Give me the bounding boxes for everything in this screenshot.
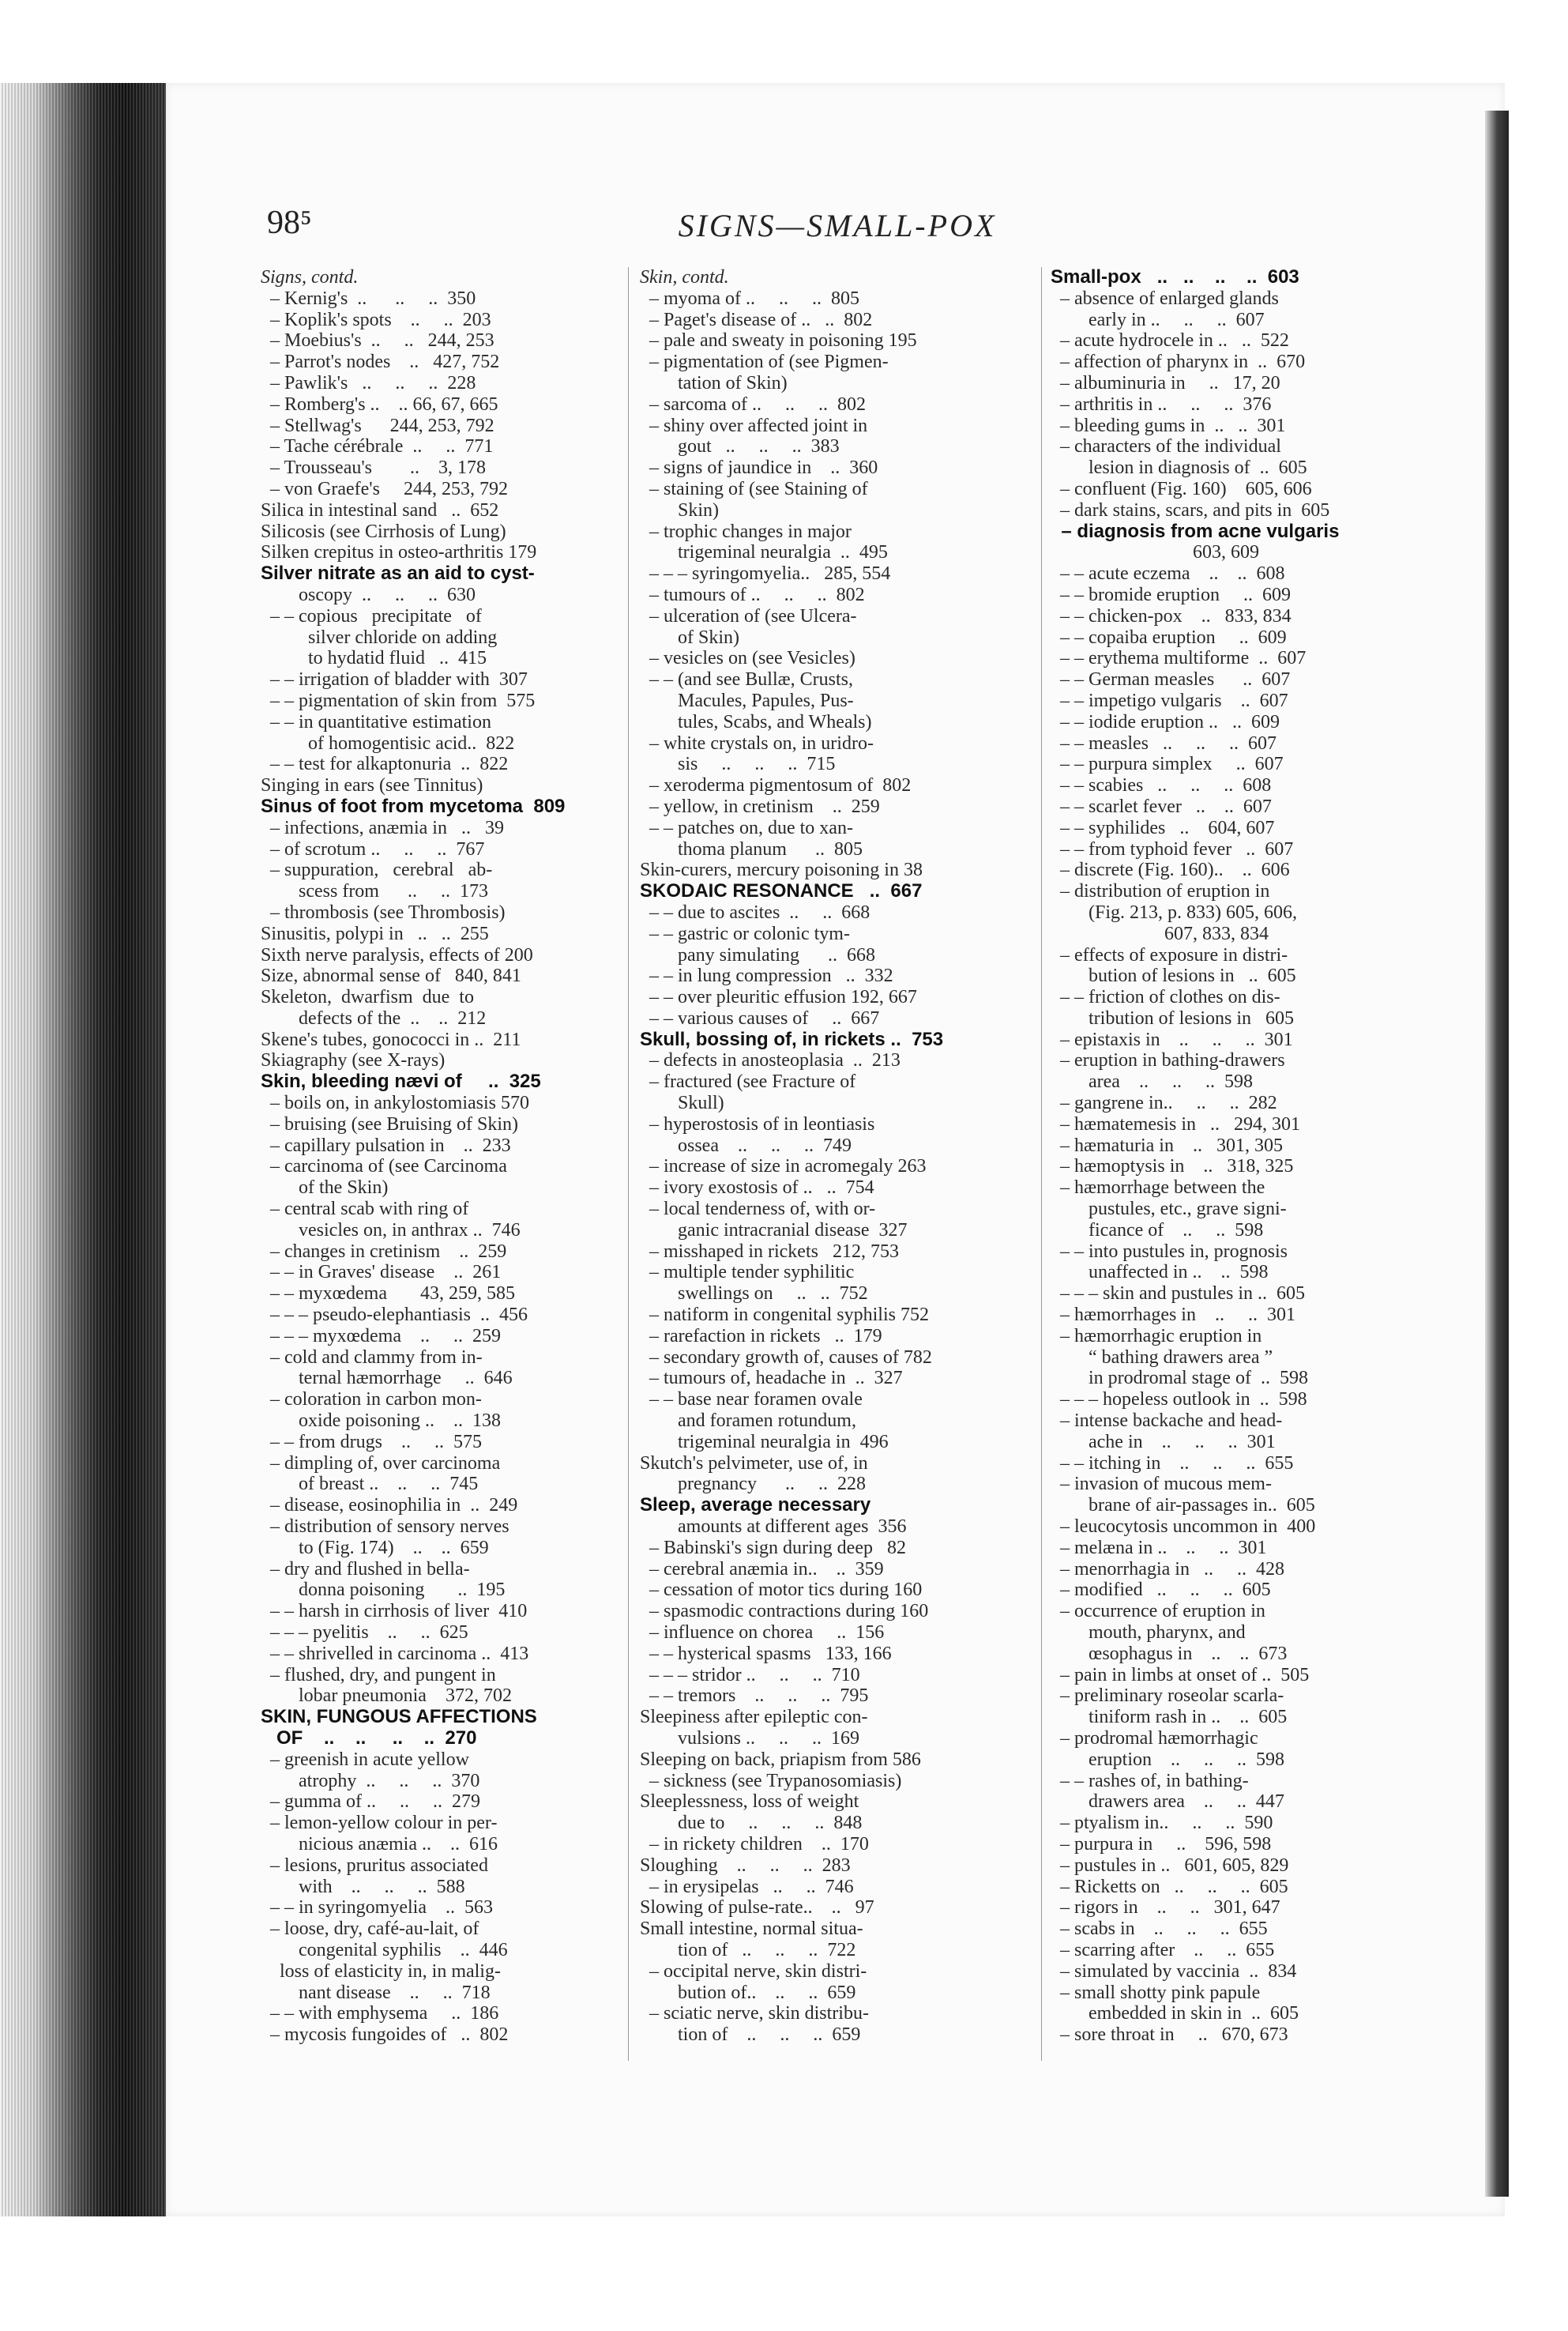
index-entry: – myoma of .. .. .. 805 [640,288,859,309]
index-entry: – – (and see Bullæ, Crusts, [640,669,853,691]
index-entry: – Babinski's sign during deep 82 [640,1537,906,1558]
index-entry: ache in .. .. .. 301 [1051,1431,1276,1452]
index-entry: tiniform rash in .. .. 605 [1051,1707,1288,1728]
index-entry: eruption .. .. .. 598 [1051,1749,1284,1770]
index-entry: – Pawlik's .. .. .. 228 [261,372,476,394]
index-entry: lesion in diagnosis of .. 605 [1051,458,1307,479]
index-entry: – white crystals on, in uridro- [640,732,874,754]
index-entry: – hæmorrhagic eruption in [1051,1325,1262,1346]
index-entry: – Stellwag's 244, 253, 792 [261,415,494,436]
index-heading: Silver nitrate as an aid to cyst- [261,563,535,585]
index-entry: Sloughing .. .. .. 283 [640,1855,851,1876]
index-entry: – defects in anosteoplasia .. 213 [640,1050,901,1071]
index-entry: scess from .. .. 173 [261,881,488,902]
index-entry: Silken crepitus in osteo-arthritis 179 [261,542,537,563]
index-entry: – sarcoma of .. .. .. 802 [640,394,866,415]
index-entry: congenital syphilis .. 446 [261,1939,508,1960]
index-entry: – ivory exostosis of .. .. 754 [640,1177,874,1199]
index-entry: – – copious precipitate of [261,605,482,627]
index-entry: – tumours of .. .. .. 802 [640,584,865,605]
index-entry: – dry and flushed in bella- [261,1558,470,1580]
index-entry: – – chicken-pox .. 833, 834 [1051,605,1292,627]
index-entry: – yellow, in cretinism .. 259 [640,796,880,817]
index-entry: – distribution of eruption in [1051,881,1270,902]
index-entry: – – in syringomyelia .. 563 [261,1897,493,1919]
index-entry: – loose, dry, café-au-lait, of [261,1919,479,1940]
index-entry: – ulceration of (see Ulcera- [640,605,857,627]
index-entry: atrophy .. .. .. 370 [261,1770,480,1791]
index-entry: Sleeplessness, loss of weight [640,1791,859,1813]
index-entry: gout .. .. .. 383 [640,436,840,458]
index-entry: – – – myxœdema .. .. 259 [261,1325,501,1346]
index-entry: Skeleton, dwarfism due to [261,987,474,1008]
index-entry: trigeminal neuralgia in 496 [640,1431,889,1452]
index-entry: – mycosis fungoides of .. 802 [261,2024,509,2046]
index-entry: – – into pustules in, prognosis [1051,1241,1288,1262]
index-entry: – leucocytosis uncommon in 400 [1051,1516,1316,1538]
index-entry: – Kernig's .. .. .. 350 [261,288,476,309]
index-entry: – – various causes of .. 667 [640,1007,880,1029]
index-entry: – – impetigo vulgaris .. 607 [1051,690,1288,711]
index-entry: – pustules in .. 601, 605, 829 [1051,1855,1289,1876]
index-entry: lobar pneumonia 372, 702 [261,1685,512,1707]
index-entry: – arthritis in .. .. .. 376 [1051,394,1272,415]
index-entry: – ptyalism in.. .. .. 590 [1051,1813,1273,1834]
index-entry: – – – hopeless outlook in .. 598 [1051,1389,1307,1410]
index-entry: – – syphilides .. 604, 607 [1051,817,1275,838]
index-entry: – sciatic nerve, skin distribu- [640,2003,869,2024]
index-entry: nant disease .. .. 718 [261,1982,491,2003]
index-entry: – small shotty pink papule [1051,1982,1261,2003]
index-entry: – pigmentation of (see Pigmen- [640,352,889,373]
index-heading: OF .. .. .. .. 270 [261,1727,477,1749]
index-entry: – – erythema multiforme .. 607 [1051,648,1307,669]
index-entry: – von Graefe's 244, 253, 792 [261,478,508,499]
index-entry: oxide poisoning .. .. 138 [261,1410,501,1432]
index-entry: – absence of enlarged glands [1051,288,1279,309]
index-entry: ganic intracranial disease 327 [640,1219,908,1241]
index-entry: – shiny over affected joint in [640,415,868,436]
page-number: 98⁵ [267,205,312,241]
index-entry: – – – skin and pustules in .. 605 [1051,1283,1305,1305]
index-entry: – pale and sweaty in poisoning 195 [640,330,917,352]
index-entry: – Trousseau's .. 3, 178 [261,458,487,479]
index-entry: – xeroderma pigmentosum of 802 [640,775,912,796]
index-entry: – greenish in acute yellow [261,1749,469,1770]
index-entry: – staining of (see Staining of [640,478,868,499]
index-entry: – boils on, in ankylostomiasis 570 [261,1093,530,1114]
index-entry: – – – pseudo-elephantiasis .. 456 [261,1305,528,1326]
index-entry: – hyperostosis of in leontiasis [640,1113,875,1135]
index-entry: – infections, anæmia in .. 39 [261,817,504,838]
index-entry: of breast .. .. .. 745 [261,1474,479,1495]
index-entry: vulsions .. .. .. 169 [640,1727,860,1749]
index-entry: – – hysterical spasms 133, 166 [640,1643,892,1664]
index-entry: embedded in skin in .. 605 [1051,2003,1299,2024]
index-entry: – – gastric or colonic tym- [640,923,850,944]
index-entry: tion of .. .. .. 659 [640,2024,861,2046]
index-entry: – dark stains, scars, and pits in 605 [1051,499,1330,521]
index-entry: Skull) [640,1093,724,1114]
index-entry: brane of air-passages in.. 605 [1051,1495,1315,1516]
index-entry: – – base near foramen ovale [640,1389,863,1410]
index-entry: ternal hæmorrhage .. 646 [261,1368,513,1389]
index-entry: tion of .. .. .. 722 [640,1939,856,1960]
index-entry: – – German measles .. 607 [1051,669,1291,691]
index-entry: – gangrene in.. .. .. 282 [1051,1093,1277,1114]
index-entry: – – – pyelitis .. .. 625 [261,1622,468,1643]
index-entry: – invasion of mucous mem- [1051,1474,1272,1495]
index-entry: – cerebral anæmia in.. .. 359 [640,1558,884,1580]
index-entry: – – – syringomyelia.. 285, 554 [640,563,891,585]
index-entry: area .. .. .. 598 [1051,1071,1253,1093]
index-entry: Silica in intestinal sand .. 652 [261,499,499,521]
index-entry: ficance of .. .. 598 [1051,1219,1264,1241]
index-entry: Skene's tubes, gonococci in .. 211 [261,1029,521,1050]
index-entry: Skutch's pelvimeter, use of, in [640,1452,868,1474]
index-entry: trigeminal neuralgia .. 495 [640,542,888,563]
index-entry: – Romberg's .. .. 66, 67, 665 [261,394,498,415]
continued-label: Skin, contd. [640,267,729,288]
index-entry: pregnancy .. .. 228 [640,1474,866,1495]
index-entry: – rigors in .. .. 301, 647 [1051,1897,1280,1919]
index-entry: – coloration in carbon mon- [261,1389,482,1410]
index-entry: – distribution of sensory nerves [261,1516,510,1538]
index-entry: and foramen rotundum, [640,1410,856,1432]
index-entry: Macules, Papules, Pus- [640,690,854,711]
index-entry: mouth, pharynx, and [1051,1622,1246,1643]
index-column-2 [640,267,1003,2046]
index-entry: pustules, etc., grave signi- [1051,1199,1287,1220]
index-entry: drawers area .. .. 447 [1051,1791,1284,1813]
index-entry: 607, 833, 834 [1051,923,1269,944]
index-entry: – modified .. .. .. 605 [1051,1580,1271,1601]
index-entry: – – pigmentation of skin from 575 [261,690,536,711]
index-entry: Singing in ears (see Tinnitus) [261,775,483,796]
index-entry: – hæmaturia in .. 301, 305 [1051,1135,1283,1156]
index-entry: – scarring after .. .. 655 [1051,1939,1275,1960]
index-entry: bution of.. .. .. 659 [640,1982,856,2003]
index-entry: – purpura in .. 596, 598 [1051,1833,1272,1855]
index-entry: Skiagraphy (see X-rays) [261,1050,446,1071]
index-entry: – carcinoma of (see Carcinoma [261,1156,507,1177]
index-heading: Skin, bleeding nævi of .. 325 [261,1071,541,1093]
index-entry: – intense backache and head- [1051,1410,1283,1432]
index-entry: – local tenderness of, with or- [640,1199,876,1220]
index-entry: Size, abnormal sense of 840, 841 [261,966,521,987]
index-entry: to (Fig. 174) .. .. 659 [261,1537,489,1558]
index-entry: – simulated by vaccinia .. 834 [1051,1960,1297,1982]
index-entry: donna poisoning .. 195 [261,1580,506,1601]
index-heading: – diagnosis from acne vulgaris [1051,521,1340,542]
index-entry: – tumours of, headache in .. 327 [640,1368,903,1389]
index-column-3 [1051,267,1430,2046]
index-entry: silver chloride on adding [261,627,498,648]
index-entry: – multiple tender syphilitic [640,1262,855,1283]
index-entry: – menorrhagia in .. .. 428 [1051,1558,1284,1580]
index-entry: – – myxœdema 43, 259, 585 [261,1283,515,1305]
index-entry: – capillary pulsation in .. 233 [261,1135,511,1156]
index-heading: Skull, bossing of, in rickets .. 753 [640,1029,944,1050]
index-entry: – – in quantitative estimation [261,711,491,732]
index-entry: – – purpura simplex .. 607 [1051,754,1284,775]
index-entry: – increase of size in acromegaly 263 [640,1156,927,1177]
index-entry: – epistaxis in .. .. .. 301 [1051,1029,1293,1050]
index-entry: – disease, eosinophilia in .. 249 [261,1495,518,1516]
index-entry: – eruption in bathing-drawers [1051,1050,1285,1071]
index-heading: Small-pox .. .. .. .. 603 [1051,267,1299,288]
index-entry: bution of lesions in .. 605 [1051,966,1296,987]
index-entry: – hæmorrhages in .. .. 301 [1051,1305,1295,1326]
index-entry: – – copaiba eruption .. 609 [1051,627,1287,648]
index-entry: due to .. .. .. 848 [640,1813,863,1834]
index-entry: – hæmatemesis in .. 294, 301 [1051,1113,1300,1135]
index-entry: of homogentisic acid.. 822 [261,732,515,754]
index-entry: – central scab with ring of [261,1199,469,1220]
index-entry: – albuminuria in .. 17, 20 [1051,372,1280,394]
index-entry: – – with emphysema .. 186 [261,2003,499,2024]
index-entry: Skin-curers, mercury poisoning in 38 [640,860,923,881]
running-head: SIGNS—SMALL-POX [678,208,997,243]
index-entry: – flushed, dry, and pungent in [261,1664,496,1685]
index-entry: – – test for alkaptonuria .. 822 [261,754,509,775]
index-entry: – – scabies .. .. .. 608 [1051,775,1272,796]
index-entry: to hydatid fluid .. 415 [261,648,487,669]
index-heading: Sleep, average necessary [640,1495,871,1516]
index-entry: of the Skin) [261,1177,389,1199]
index-entry: – affection of pharynx in .. 670 [1051,352,1306,373]
index-entry: with .. .. .. 588 [261,1876,465,1897]
index-entry: ossea .. .. .. 749 [640,1135,852,1156]
index-entry: – Ricketts on .. .. .. 605 [1051,1876,1288,1897]
index-entry: – pain in limbs at onset of .. 505 [1051,1664,1310,1685]
index-entry: oscopy .. .. .. 630 [261,584,476,605]
index-entry: – – rashes of, in bathing- [1051,1770,1249,1791]
index-entry: amounts at different ages 356 [640,1516,907,1538]
index-entry: – – due to ascites .. .. 668 [640,902,870,923]
continued-label: Signs, contd. [261,267,359,288]
index-entry: Sleeping on back, priapism from 586 [640,1749,921,1770]
index-entry: (Fig. 213, p. 833) 605, 606, [1051,902,1297,923]
index-entry: Skin) [640,499,720,521]
index-entry: – – iodide eruption .. .. 609 [1051,711,1280,732]
index-entry: – Tache cérébrale .. .. 771 [261,436,494,458]
index-entry: – – scarlet fever .. .. 607 [1051,796,1272,817]
index-entry: – melæna in .. .. .. 301 [1051,1537,1267,1558]
index-entry: – – in lung compression .. 332 [640,966,893,987]
index-entry: Small intestine, normal situa- [640,1919,863,1940]
index-entry: – trophic changes in major [640,521,852,542]
index-entry: – in rickety children .. 170 [640,1833,869,1855]
index-entry: – – – stridor .. .. .. 710 [640,1664,860,1685]
index-entry: tribution of lesions in 605 [1051,1007,1294,1029]
index-entry: Slowing of pulse-rate.. .. 97 [640,1897,874,1919]
index-entry: – – measles .. .. .. 607 [1051,732,1277,754]
index-entry: – – over pleuritic effusion 192, 667 [640,987,917,1008]
index-column-1 [261,267,624,2046]
index-entry: – in erysipelas .. .. 746 [640,1876,854,1897]
index-entry: unaffected in .. .. 598 [1051,1262,1269,1283]
index-entry: – – in Graves' disease .. 261 [261,1262,502,1283]
index-entry: Silicosis (see Cirrhosis of Lung) [261,521,506,542]
index-entry: – secondary growth of, causes of 782 [640,1346,932,1368]
index-entry: – spasmodic contractions during 160 [640,1601,929,1622]
index-entry: – confluent (Fig. 160) 605, 606 [1051,478,1312,499]
index-entry: – – bromide eruption .. 609 [1051,584,1291,605]
index-entry: – cessation of motor tics during 160 [640,1580,923,1601]
index-entry: – suppuration, cerebral ab- [261,860,493,881]
index-entry: nicious anæmia .. .. 616 [261,1833,498,1855]
index-entry: – Parrot's nodes .. 427, 752 [261,352,500,373]
index-entry: – preliminary roseolar scarla- [1051,1685,1284,1707]
index-entry: – – itching in .. .. .. 655 [1051,1452,1294,1474]
index-entry: – hæmorrhage between the [1051,1177,1265,1199]
index-entry: of Skin) [640,627,739,648]
index-entry: – thrombosis (see Thrombosis) [261,902,506,923]
index-entry: – sickness (see Trypanosomiasis) [640,1770,902,1791]
index-entry: 603, 609 [1051,542,1259,563]
index-entry: – cold and clammy from in- [261,1346,483,1368]
index-entry: – scabs in .. .. .. 655 [1051,1919,1268,1940]
index-entry: – fractured (see Fracture of [640,1071,856,1093]
column-rule [1041,267,1042,2061]
index-heading: SKODAIC RESONANCE .. 667 [640,881,923,902]
index-entry: early in .. .. .. 607 [1051,309,1265,330]
index-entry: – – patches on, due to xan- [640,817,853,838]
index-entry: – – tremors .. .. .. 795 [640,1685,869,1707]
index-entry: – misshaped in rickets 212, 753 [640,1241,899,1262]
index-entry: thoma planum .. 805 [640,838,863,860]
index-entry: – discrete (Fig. 160).. .. 606 [1051,860,1290,881]
index-entry: – vesicles on (see Vesicles) [640,648,855,669]
index-entry: Sixth nerve paralysis, effects of 200 [261,944,533,966]
index-entry: – Paget's disease of .. .. 802 [640,309,873,330]
index-entry: – of scrotum .. .. .. 767 [261,838,485,860]
index-entry: – rarefaction in rickets .. 179 [640,1325,882,1346]
index-entry: – – irrigation of bladder with 307 [261,669,528,691]
index-entry: œsophagus in .. .. 673 [1051,1643,1288,1664]
index-entry: – acute hydrocele in .. .. 522 [1051,330,1289,352]
index-entry: – gumma of .. .. .. 279 [261,1791,480,1813]
index-entry: – bleeding gums in .. .. 301 [1051,415,1286,436]
index-entry: – effects of exposure in distri- [1051,944,1288,966]
column-rule [628,267,629,2061]
index-entry: tules, Scabs, and Wheals) [640,711,872,732]
index-entry: – – shrivelled in carcinoma .. 413 [261,1643,529,1664]
index-entry: – Moebius's .. .. 244, 253 [261,330,494,352]
index-entry: – – friction of clothes on dis- [1051,987,1280,1008]
index-entry: tation of Skin) [640,372,788,394]
index-entry: – – harsh in cirrhosis of liver 410 [261,1601,528,1622]
index-entry: Sinusitis, polypi in .. .. 255 [261,923,489,944]
index-entry: – dimpling of, over carcinoma [261,1452,501,1474]
index-entry: loss of elasticity in, in malig- [261,1960,501,1982]
index-entry: – Koplik's spots .. .. 203 [261,309,491,330]
index-entry: – – from drugs .. .. 575 [261,1431,482,1452]
index-entry: swellings on .. .. 752 [640,1283,868,1305]
book-page-edges [0,83,166,2216]
index-entry: – hæmoptysis in .. 318, 325 [1051,1156,1294,1177]
index-entry: – – acute eczema .. .. 608 [1051,563,1285,585]
index-entry: pany simulating .. 668 [640,944,875,966]
index-entry: – sore throat in .. 670, 673 [1051,2024,1288,2046]
index-entry: in prodromal stage of .. 598 [1051,1368,1308,1389]
index-entry: – lemon-yellow colour in per- [261,1813,498,1834]
index-entry: – natiform in congenital syphilis 752 [640,1305,929,1326]
index-entry: Sleepiness after epileptic con- [640,1707,868,1728]
index-entry: defects of the .. .. 212 [261,1007,487,1029]
index-entry: – lesions, pruritus associated [261,1855,488,1876]
index-entry: – influence on chorea .. 156 [640,1622,885,1643]
index-entry: – prodromal hæmorrhagic [1051,1727,1258,1749]
index-entry: sis .. .. .. 715 [640,754,836,775]
index-entry: – changes in cretinism .. 259 [261,1241,507,1262]
index-heading: Sinus of foot from mycetoma 809 [261,796,566,817]
index-entry: – characters of the individual [1051,436,1281,458]
index-entry: “ bathing drawers area ” [1051,1346,1273,1368]
index-entry: – – from typhoid fever .. 607 [1051,838,1294,860]
index-entry: – signs of jaundice in .. 360 [640,458,878,479]
index-heading: SKIN, FUNGOUS AFFECTIONS [261,1707,537,1728]
index-entry: vesicles on, in anthrax .. 746 [261,1219,521,1241]
index-entry: – occipital nerve, skin distri- [640,1960,867,1982]
index-entry: – bruising (see Bruising of Skin) [261,1113,518,1135]
gutter-shadow [1485,111,1509,2197]
index-entry: – occurrence of eruption in [1051,1601,1265,1622]
